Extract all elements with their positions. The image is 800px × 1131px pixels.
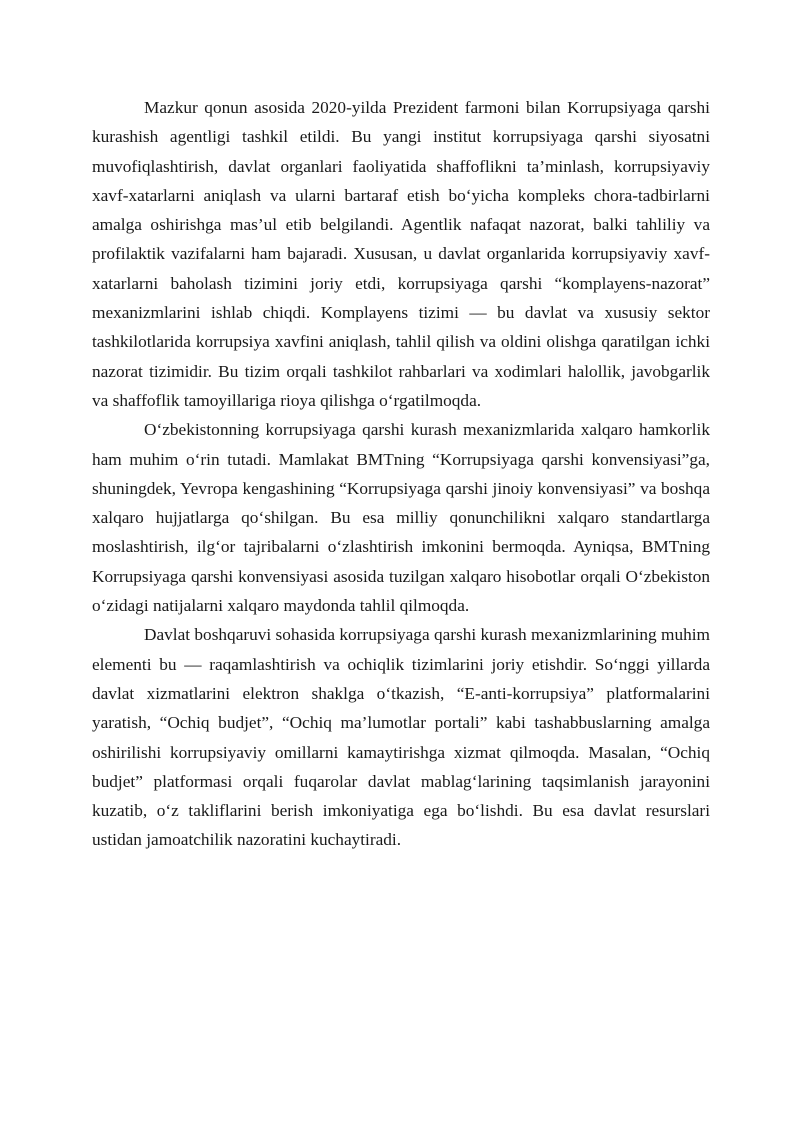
paragraph-international-cooperation: O‘zbekistonning korrupsiyaga qarshi kurash mexanizmlarida xalqaro hamkorlik ham muhim o‘rin tutadi. Mamlakat BMTning “Korrupsiyaga qarshi konvensiyasi”ga, shuningdek, Yevropa kengashining “Korrupsiyaga qarshi jinoiy konvensiyasi” va boshqa xalqaro hujjatlarga qo‘shilgan. Bu esa milliy qonunchilikni xalqaro standartlarga moslashtirish, ilg‘or tajribalarni o‘zlashtirish imkonini bermoqda. Ayniqsa, BMTning Korrupsiyaga qarshi konvensiyasi asosida tuzilgan xalqaro hisobotlar orqali O‘zbekiston o‘zidagi natijalarni xalqaro maydonda tahlil qilmoqda.: [92, 420, 710, 616]
paragraph-digitalization: Davlat boshqaruvi sohasida korrupsiyaga qarshi kurash mexanizmlarining muhim elementi bu — raqamlashtirish va ochiqlik tizimlarini joriy etishdir. So‘nggi yillarda davlat xizmatlarini elektron shaklga o‘tkazish, “E-anti-korrupsiya” platformalarini yaratish, “Ochiq budjet”, “Ochiq ma’lumotlar portali” kabi tashabbuslarning amalga oshirilishi korrupsiyaviy omillarni kamaytirishga xizmat qilmoqda. Masalan, “Ochiq budjet” platformasi orqali fuqarolar davlat mablag‘larining taqsimlanish jarayonini kuzatib, o‘z takliflarini berish imkoniyatiga ega bo‘lishdi. Bu esa davlat resurslari ustidan jamoatchilik nazoratini kuchaytiradi.: [92, 625, 710, 850]
document-page: [92, 93, 710, 855]
paragraph-agency: Mazkur qonun asosida 2020-yilda Prezident farmoni bilan Korrupsiyaga qarshi kurashish agentligi tashkil etildi. Bu yangi institut korrupsiyaga qarshi siyosatni muvofiqlashtirish, davlat organlari faoliyatida shaffoflikni ta’minlash, korrupsiyaviy xavf-xatarlarni aniqlash va ularni bartaraf etish bo‘yicha kompleks chora-tadbirlarni amalga oshirishga mas’ul etib belgilandi. Agentlik nafaqat nazorat, balki tahliliy va profilaktik vazifalarni ham bajaradi. Xususan, u davlat organlarida korrupsiyaviy xavf-xatarlarni baholash tizimini joriy etdi, korrupsiyaga qarshi “komplayens-nazorat” mexanizmlarini ishlab chiqdi. Komplayens tizimi — bu davlat va xususiy sektor tashkilotlarida korrupsiya xavfini aniqlash, tahlil qilish va oldini olishga qaratilgan ichki nazorat tizimidir. Bu tizim orqali tashkilot rahbarlari va xodimlari halollik, javobgarlik va shaffoflik tamoyillariga rioya qilishga o‘rgatilmoqda.: [92, 98, 710, 410]
